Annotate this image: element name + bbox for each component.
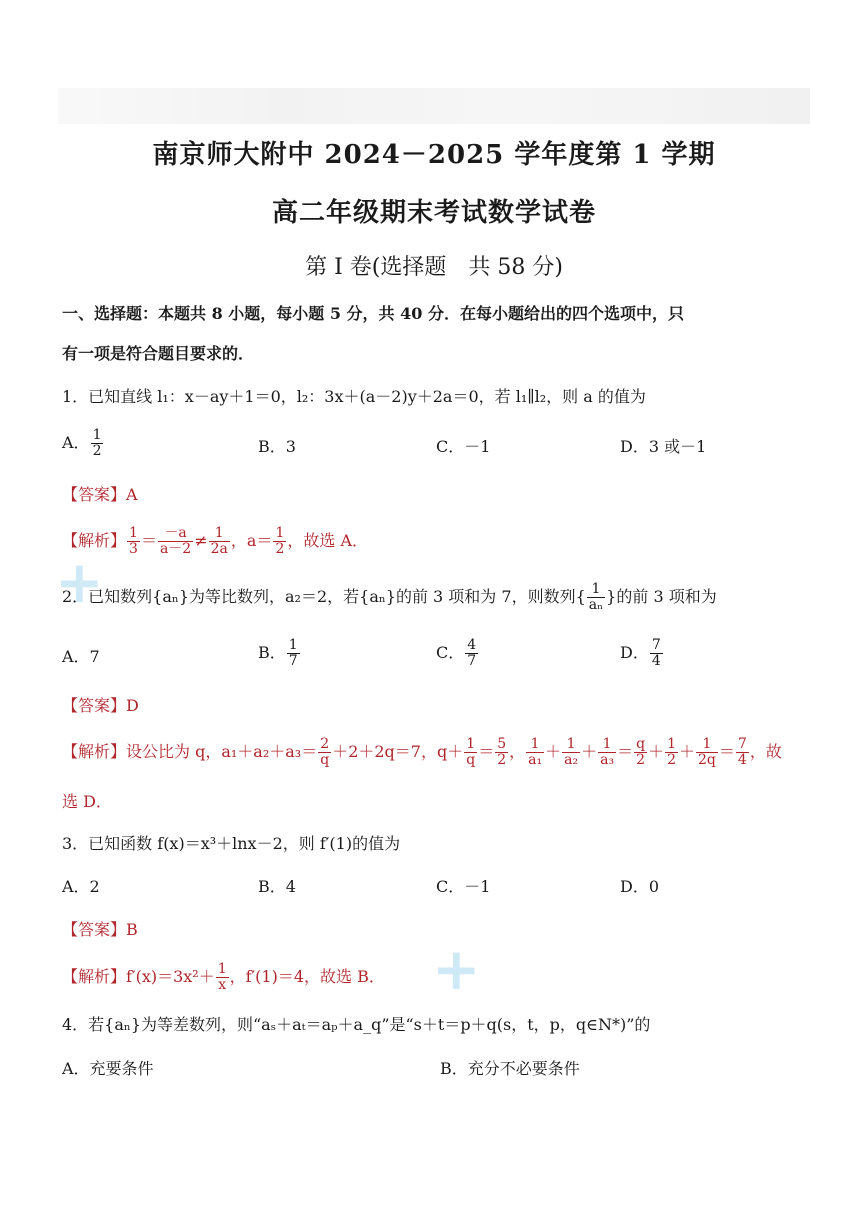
q3-analysis: 【解析】f′(x)＝3x²＋ $\frac{1}{x}$ ，f′(1)＝4，故选 B． xyxy=(62,961,385,993)
q2-option-a: A．7 xyxy=(62,647,100,666)
q2-answer: 【答案】D xyxy=(62,696,139,715)
question-2-stem: 2．已知数列{aₙ}为等比数列，a₂＝2，若{aₙ}的前 3 项和为 7，则数列{ $\frac{1}{\text{aₙ}}$ }的前 3 项和为 xyxy=(62,581,717,613)
section-heading-cont: 有一项是符合题目要求的． xyxy=(62,344,255,363)
exam-title-line1: 南京师大附中 2024－2025 学年度第 1 学期 xyxy=(152,140,716,170)
header-band xyxy=(58,88,810,124)
q3-option-a: A．2 xyxy=(62,877,100,896)
q1-option-d: D．3 或－1 xyxy=(620,437,707,456)
q2-option-b: B． $\frac{1}{7}$ xyxy=(258,637,298,669)
q4-option-a: A．充要条件 xyxy=(62,1059,154,1078)
q3-answer: 【答案】B xyxy=(62,920,138,939)
q1-analysis: 【解析】 $\frac{1}{3}$ ＝ $\frac{-a}{a-2}$ ≠ $\frac{1}{2a}$ ，a＝ $\frac{1}{2}$ ，故选 A． xyxy=(62,525,369,557)
q3-option-b: B．4 xyxy=(258,877,296,896)
q1-answer: 【答案】A xyxy=(62,485,138,504)
q1-option-b: B．3 xyxy=(258,437,296,456)
plus-icon: + xyxy=(432,935,481,1003)
q3-option-d: D．0 xyxy=(620,877,660,896)
exam-title-line3: 第 I 卷(选择题 共 58 分) xyxy=(305,255,563,280)
q3-option-c: C．－1 xyxy=(436,877,491,896)
question-3-stem: 3．已知函数 f(x)＝x³＋lnx－2，则 f′(1)的值为 xyxy=(62,834,401,853)
q4-option-b: B．充分不必要条件 xyxy=(440,1059,580,1078)
q1-option-a xyxy=(62,428,104,459)
q2-analysis-cont: 选 D． xyxy=(62,792,112,811)
q2-option-c: C． $\frac{4}{7}$ xyxy=(436,637,477,669)
question-4-stem: 4．若{aₙ}为等差数列，则“aₛ＋aₜ＝aₚ＋a_q”是“s＋t＝p＋q(s，t，p，q∈N*)”的 xyxy=(62,1015,651,1034)
plus-icon: + xyxy=(55,548,104,616)
q2-option-d: D． $\frac{7}{4}$ xyxy=(620,637,661,669)
section-heading: 一、选择题：本题共 8 小题，每小题 5 分，共 40 分．在每小题给出的四个选项中，只 xyxy=(62,304,684,323)
q2-analysis: 【解析】设公比为 q，a₁＋a₂＋a₃＝ $\frac{2}{q}$ ＋2＋2q＝7，q＋ $\frac{1}{q}$ ＝ $\frac{5}{2}$ ， $\frac{1}{\text{a₁}}$ ＋ $\frac{1}{\text{a₂}}$ ＋ $\frac{1}{\text{a₃}}$ ＝ $\frac{q}{2}$ ＋ $\frac{1}{2}$ ＋ $\frac{1}{2q}$ ＝ $\frac{7}{4}$ ，故 xyxy=(62,736,782,768)
option-label: A． xyxy=(62,433,90,452)
question-1-stem: 1．已知直线 l₁：x－ay＋1＝0，l₂：3x＋(a－2)y＋2a＝0，若 l₁∥l₂，则 a 的值为 xyxy=(62,387,646,406)
exam-title-line2: 高二年级期末考试数学试卷 xyxy=(271,198,596,228)
q1-option-c: C．－1 xyxy=(436,437,491,456)
fraction: $\frac{1}{2}$ xyxy=(92,427,102,459)
